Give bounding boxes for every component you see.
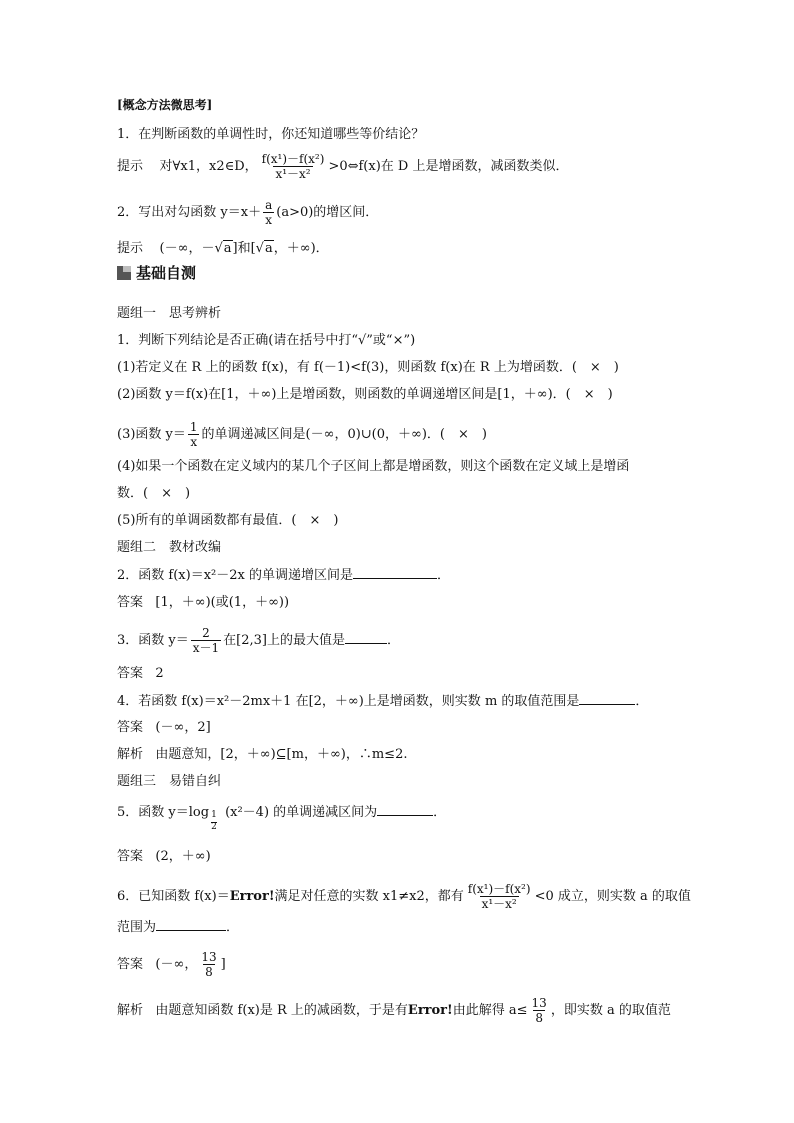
question-text: 6．已知函数 f(x)＝ xyxy=(117,889,230,904)
hint-text: ]和[ xyxy=(232,241,256,256)
question-text: 在[2,3]上的最大值是 xyxy=(223,633,345,648)
statement-3 xyxy=(117,420,487,449)
answer-text: (－∞， xyxy=(155,957,198,972)
fraction-denominator: x－1 xyxy=(192,641,220,655)
answer-text: (2，＋∞) xyxy=(155,849,211,864)
question-6-cont: 范围为 ． xyxy=(117,920,240,935)
question-text: 3．函数 y＝ xyxy=(117,633,189,648)
question-text: (a>0)的增区间． xyxy=(276,205,379,220)
question-3: 3．函数 y＝ $\frac{2}{x-1}$ 在[2,3]上的最大值是 ． xyxy=(117,626,400,655)
answer-4 xyxy=(117,719,211,737)
hint-text: 对∀x1，x2∈D， xyxy=(159,159,258,174)
answer-blank xyxy=(156,918,226,931)
fraction-numerator: 1 xyxy=(189,420,198,434)
fraction-numerator: 13 xyxy=(531,996,547,1010)
fraction xyxy=(199,950,218,979)
statement-5: (5)所有的单调函数都有最值．( × ) xyxy=(117,513,339,528)
fraction-denominator: x xyxy=(265,213,273,227)
answer-text: 2 xyxy=(155,666,164,681)
log-base-denominator: 2 xyxy=(211,821,217,832)
question-text: 2．写出对勾函数 y＝x＋ xyxy=(117,205,262,220)
solution-label: 解析 xyxy=(117,747,144,762)
hint-label: 提示 xyxy=(117,241,144,256)
fraction-denominator: x xyxy=(190,435,198,449)
log-base xyxy=(209,804,225,832)
answer-5 xyxy=(117,848,211,866)
group-title: 题组二 教材改编 xyxy=(117,540,222,555)
fraction xyxy=(263,198,274,227)
question-1-judgement: 1．判断下列结论是否正确(请在括号中打“√”或“×”) xyxy=(117,333,416,348)
group-title: 题组三 易错自纠 xyxy=(117,774,222,789)
hint-2: 提示 (－∞，－√a]和[√a，＋∞)． xyxy=(117,241,329,256)
answer-6 xyxy=(117,950,226,979)
question-text: 满足对任意的实数 x1≠x2，都有 xyxy=(274,889,464,904)
log-base-numerator: 1 xyxy=(211,809,217,820)
answer-3 xyxy=(117,665,164,683)
answer-blank xyxy=(353,566,437,579)
error-marker: Error! xyxy=(407,1003,453,1018)
answer-text: [1，＋∞)(或(1，＋∞)) xyxy=(155,595,290,610)
question-text: <0 成立，则实数 a 的取值 xyxy=(534,889,691,904)
statement-text: 的单调递减区间是(－∞，0)∪(0，＋∞)．( × ) xyxy=(201,427,487,442)
fraction xyxy=(260,152,327,181)
hint-text: (－∞，－ xyxy=(159,241,215,256)
fraction-numerator: a xyxy=(265,198,273,212)
question-6 xyxy=(117,882,691,911)
error-marker: Error! xyxy=(229,889,275,904)
fraction-denominator: x¹－x² xyxy=(481,897,517,911)
question-2: 2．函数 f(x)＝x²－2x 的单调递增区间是 ． xyxy=(117,568,450,583)
group-title: 题组一 思考辨析 xyxy=(117,306,222,321)
statement-1: (1)若定义在 R 上的函数 f(x)，有 f(－1)<f(3)，则函数 f(x)在 R 上为增函数．( × ) xyxy=(117,360,619,375)
solution-4 xyxy=(117,746,407,764)
fraction-numerator: 13 xyxy=(201,950,217,964)
hint-text: >0⇔f(x)在 D 上是增函数，减函数类似． xyxy=(328,159,569,174)
hint-text: ，＋∞)． xyxy=(273,241,329,256)
section-icon xyxy=(117,266,131,280)
answer-label: 答案 xyxy=(117,720,144,735)
question-5: 5．函数 y＝log $\frac{1}{2}$ (x²－4) 的单调递减区间为 ． xyxy=(117,805,447,832)
answer-label: 答案 xyxy=(117,666,144,681)
answer-blank xyxy=(579,692,635,705)
question-text: 2．函数 f(x)＝x²－2x 的单调递增区间是 xyxy=(117,568,353,583)
question-text: (x²－4) 的单调递减区间为 xyxy=(225,805,378,820)
fraction xyxy=(530,996,549,1025)
statement-2: (2)函数 y＝f(x)在[1，＋∞)上是增函数，则函数的单调递增区间是[1，＋∞)．( × ) xyxy=(117,387,613,402)
question-2 xyxy=(117,198,378,227)
hint-1 xyxy=(117,152,568,181)
fraction-numerator: f(x¹)－f(x²) xyxy=(261,152,325,166)
hint-label: 提示 xyxy=(117,159,144,174)
answer-label: 答案 xyxy=(117,849,144,864)
solution-text: 由此解得 a≤ xyxy=(452,1003,528,1018)
fraction xyxy=(191,626,221,655)
answer-text: ] xyxy=(220,957,226,972)
answer-label: 答案 xyxy=(117,595,144,610)
fraction-denominator: x¹－x² xyxy=(275,167,311,181)
solution-label: 解析 xyxy=(117,1003,144,1018)
question-text: 4．若函数 f(x)＝x²－2mx＋1 在[2，＋∞)上是增函数，则实数 m 的取值范围是 xyxy=(117,694,580,709)
solution-text: 由题意知，[2，＋∞)⊆[m，＋∞)，∴m≤2. xyxy=(155,747,408,762)
solution-text: 由题意知函数 f(x)是 R 上的减函数，于是有 xyxy=(155,1003,408,1018)
fraction-numerator: f(x¹)－f(x²) xyxy=(467,882,531,896)
answer-text: (－∞，2] xyxy=(155,720,211,735)
concept-heading: [概念方法微思考] xyxy=(117,98,213,112)
answer-label: 答案 xyxy=(117,957,144,972)
fraction xyxy=(466,882,533,911)
answer-2 xyxy=(117,594,289,612)
sqrt-term: a xyxy=(264,241,273,256)
solution-text: ，即实数 a 的取值范 xyxy=(550,1003,671,1018)
statement-text: (3)函数 y＝ xyxy=(117,427,186,442)
fraction-numerator: 2 xyxy=(202,626,210,640)
answer-blank xyxy=(377,803,433,816)
question-4: 4．若函数 f(x)＝x²－2mx＋1 在[2，＋∞)上是增函数，则实数 m 的取值范围是 ． xyxy=(117,694,649,709)
fraction-denominator: 8 xyxy=(205,965,213,979)
question-text: 范围为 xyxy=(117,920,157,935)
answer-blank xyxy=(345,631,387,644)
question-1: 1．在判断函数的单调性时，你还知道哪些等价结论？ xyxy=(117,127,425,142)
question-text: 5．函数 y＝log xyxy=(117,805,210,820)
sqrt-term: a xyxy=(223,241,232,256)
section-title: 基础自测 xyxy=(136,264,197,282)
fraction xyxy=(188,420,200,449)
statement-4-cont: 数．( × ) xyxy=(117,486,191,501)
solution-6 xyxy=(117,996,671,1025)
statement-4: (4)如果一个函数在定义域内的某几个子区间上都是增函数，则这个函数在定义域上是增函 xyxy=(117,459,630,474)
fraction-denominator: 8 xyxy=(535,1011,543,1025)
